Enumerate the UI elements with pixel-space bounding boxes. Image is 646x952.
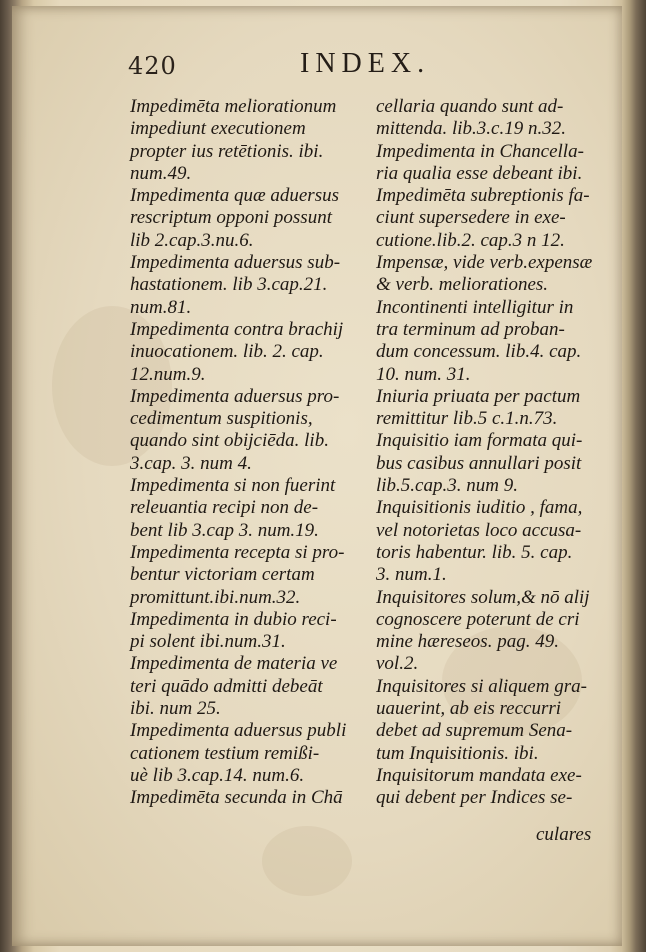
index-entry	[376, 185, 602, 252]
index-entry	[130, 185, 362, 252]
index-entry-line: Impedimēta secunda in Chā	[130, 787, 343, 809]
index-entry-line: qui debent per Indices se-	[376, 787, 573, 809]
index-entry-line: cognoscere poterunt de cri	[376, 608, 580, 630]
index-entry	[376, 386, 602, 431]
index-entry	[376, 430, 602, 497]
index-entry	[376, 96, 602, 141]
index-entry	[130, 475, 362, 542]
index-entry	[130, 609, 362, 654]
index-entry-line: hastationem. lib 3.cap.21.	[130, 274, 328, 296]
index-entry	[130, 542, 362, 609]
index-entry-line: vol.2.	[376, 653, 419, 675]
index-entry-line: uauerint, ab eis reccurri	[376, 698, 562, 720]
index-entry	[376, 676, 602, 765]
index-entry-line: Iniuria priuata per pactum	[376, 385, 581, 407]
index-entry-line: Impedimenta aduersus pro-	[130, 385, 340, 407]
index-entry-line: dum concessum. lib.4. cap.	[376, 341, 582, 363]
index-entry-line: Impedimenta de materia ve	[130, 653, 338, 675]
index-entry-line: lib.5.cap.3. num 9.	[376, 475, 518, 497]
index-entry-line: debet ad supremum Sena-	[376, 720, 573, 742]
index-entry-line: 12.num.9.	[130, 363, 206, 385]
index-entry-line: 3.cap. 3. num 4.	[130, 452, 252, 474]
index-entry-line: Impedimenta si non fuerint	[130, 475, 336, 497]
index-entry-line: Impedimenta quæ aduersus	[130, 185, 339, 207]
index-entry-line: Impensæ, vide verb.expensæ	[376, 252, 593, 274]
index-entry	[130, 319, 362, 386]
index-entry-line: & verb. meliorationes.	[376, 274, 549, 296]
index-entry	[376, 587, 602, 676]
index-entry-line: ciunt supersedere in exe-	[376, 207, 566, 229]
index-entry-line: Impedimenta in Chancella-	[376, 140, 584, 162]
index-entry-line: Impedimenta aduersus publi	[130, 720, 347, 742]
index-entry	[130, 653, 362, 720]
index-entry	[376, 297, 602, 386]
index-entry-line: pi solent ibi.num.31.	[130, 631, 286, 653]
index-entry-line: cellaria quando sunt ad-	[376, 96, 564, 117]
index-entry	[130, 720, 362, 787]
index-entry-line: 3. num.1.	[376, 564, 447, 586]
index-entry-line: num.49.	[130, 162, 192, 184]
index-entry-line: rescriptum opponi possunt	[130, 207, 332, 229]
index-entry	[130, 252, 362, 319]
index-entry	[130, 787, 362, 809]
index-entry-line: bentur victoriam certam	[130, 564, 315, 586]
index-entry-line: Inquisitorum mandata exe-	[376, 764, 582, 786]
index-entry	[130, 96, 362, 185]
index-entry-line: toris habentur. lib. 5. cap.	[376, 541, 573, 563]
index-entry-line: Impedimenta recepta si pro-	[130, 541, 345, 563]
index-entry-line: remittitur lib.5 c.1.n.73.	[376, 408, 558, 430]
index-column-right	[376, 96, 602, 810]
index-entry-line: tra terminum ad proban-	[376, 318, 565, 340]
index-entry	[376, 497, 602, 586]
index-entry-line: Impedimēta meliorationum	[130, 96, 337, 117]
index-entry-line: bus casibus annullari posit	[376, 452, 582, 474]
index-entry-line: Inquisitores si aliquem gra-	[376, 675, 587, 697]
running-title: INDEX.	[300, 48, 431, 79]
index-entry-line: inuocationem. lib. 2. cap.	[130, 341, 324, 363]
index-entry-line: Impedimēta subreptionis fa-	[376, 185, 590, 207]
catchword: culares	[536, 824, 592, 845]
index-entry-line: uè lib 3.cap.14. num.6.	[130, 764, 305, 786]
index-entry-line: mine hæreseos. pag. 49.	[376, 631, 559, 653]
index-entry-line: bent lib 3.cap 3. num.19.	[130, 519, 319, 541]
index-entry	[376, 141, 602, 186]
index-entry-line: cedimentum suspitionis,	[130, 408, 313, 430]
index-entry-line: lib 2.cap.3.nu.6.	[130, 229, 254, 251]
index-entry-line: Impedimenta in dubio reci-	[130, 608, 337, 630]
index-entry	[130, 386, 362, 475]
index-entry-line: quando sint obijciēda. lib.	[130, 430, 329, 452]
index-entry-line: cationem testium remißi-	[130, 742, 320, 764]
index-entry-line: vel notorietas loco accusa-	[376, 519, 582, 541]
index-entry-line: Inquisitionis iuditio , fama,	[376, 497, 583, 519]
index-entry-line: Inquisitores solum,& nō alij	[376, 586, 590, 608]
index-entry-line: cutione.lib.2. cap.3 n 12.	[376, 229, 565, 251]
index-entry-line: ibi. num 25.	[130, 698, 221, 720]
page-number: 420	[128, 52, 177, 80]
index-entry-line: promittunt.ibi.num.32.	[130, 586, 301, 608]
index-entry-line: teri quādo admitti debeāt	[130, 675, 323, 697]
index-entry-line: tum Inquisitionis. ibi.	[376, 742, 539, 764]
paper-stain	[262, 826, 352, 896]
index-entry-line: mittenda. lib.3.c.19 n.32.	[376, 118, 566, 140]
index-entry	[376, 252, 602, 297]
index-column-left	[130, 96, 362, 810]
index-entry-line: propter ius retētionis. ibi.	[130, 140, 324, 162]
index-entry-line: impediunt executionem	[130, 118, 306, 140]
index-entry-line: Impedimenta aduersus sub-	[130, 252, 341, 274]
index-entry-line: Incontinenti intelligitur in	[376, 296, 574, 318]
index-entry-line: ria qualia esse debeant ibi.	[376, 162, 583, 184]
index-entry-line: num.81.	[130, 296, 192, 318]
index-entry	[376, 765, 602, 810]
index-entry-line: 10. num. 31.	[376, 363, 471, 385]
index-entry-line: Impedimenta contra brachij	[130, 318, 344, 340]
index-entry-line: releuantia recipi non de-	[130, 497, 319, 519]
index-entry-line: Inquisitio iam formata qui-	[376, 430, 583, 452]
